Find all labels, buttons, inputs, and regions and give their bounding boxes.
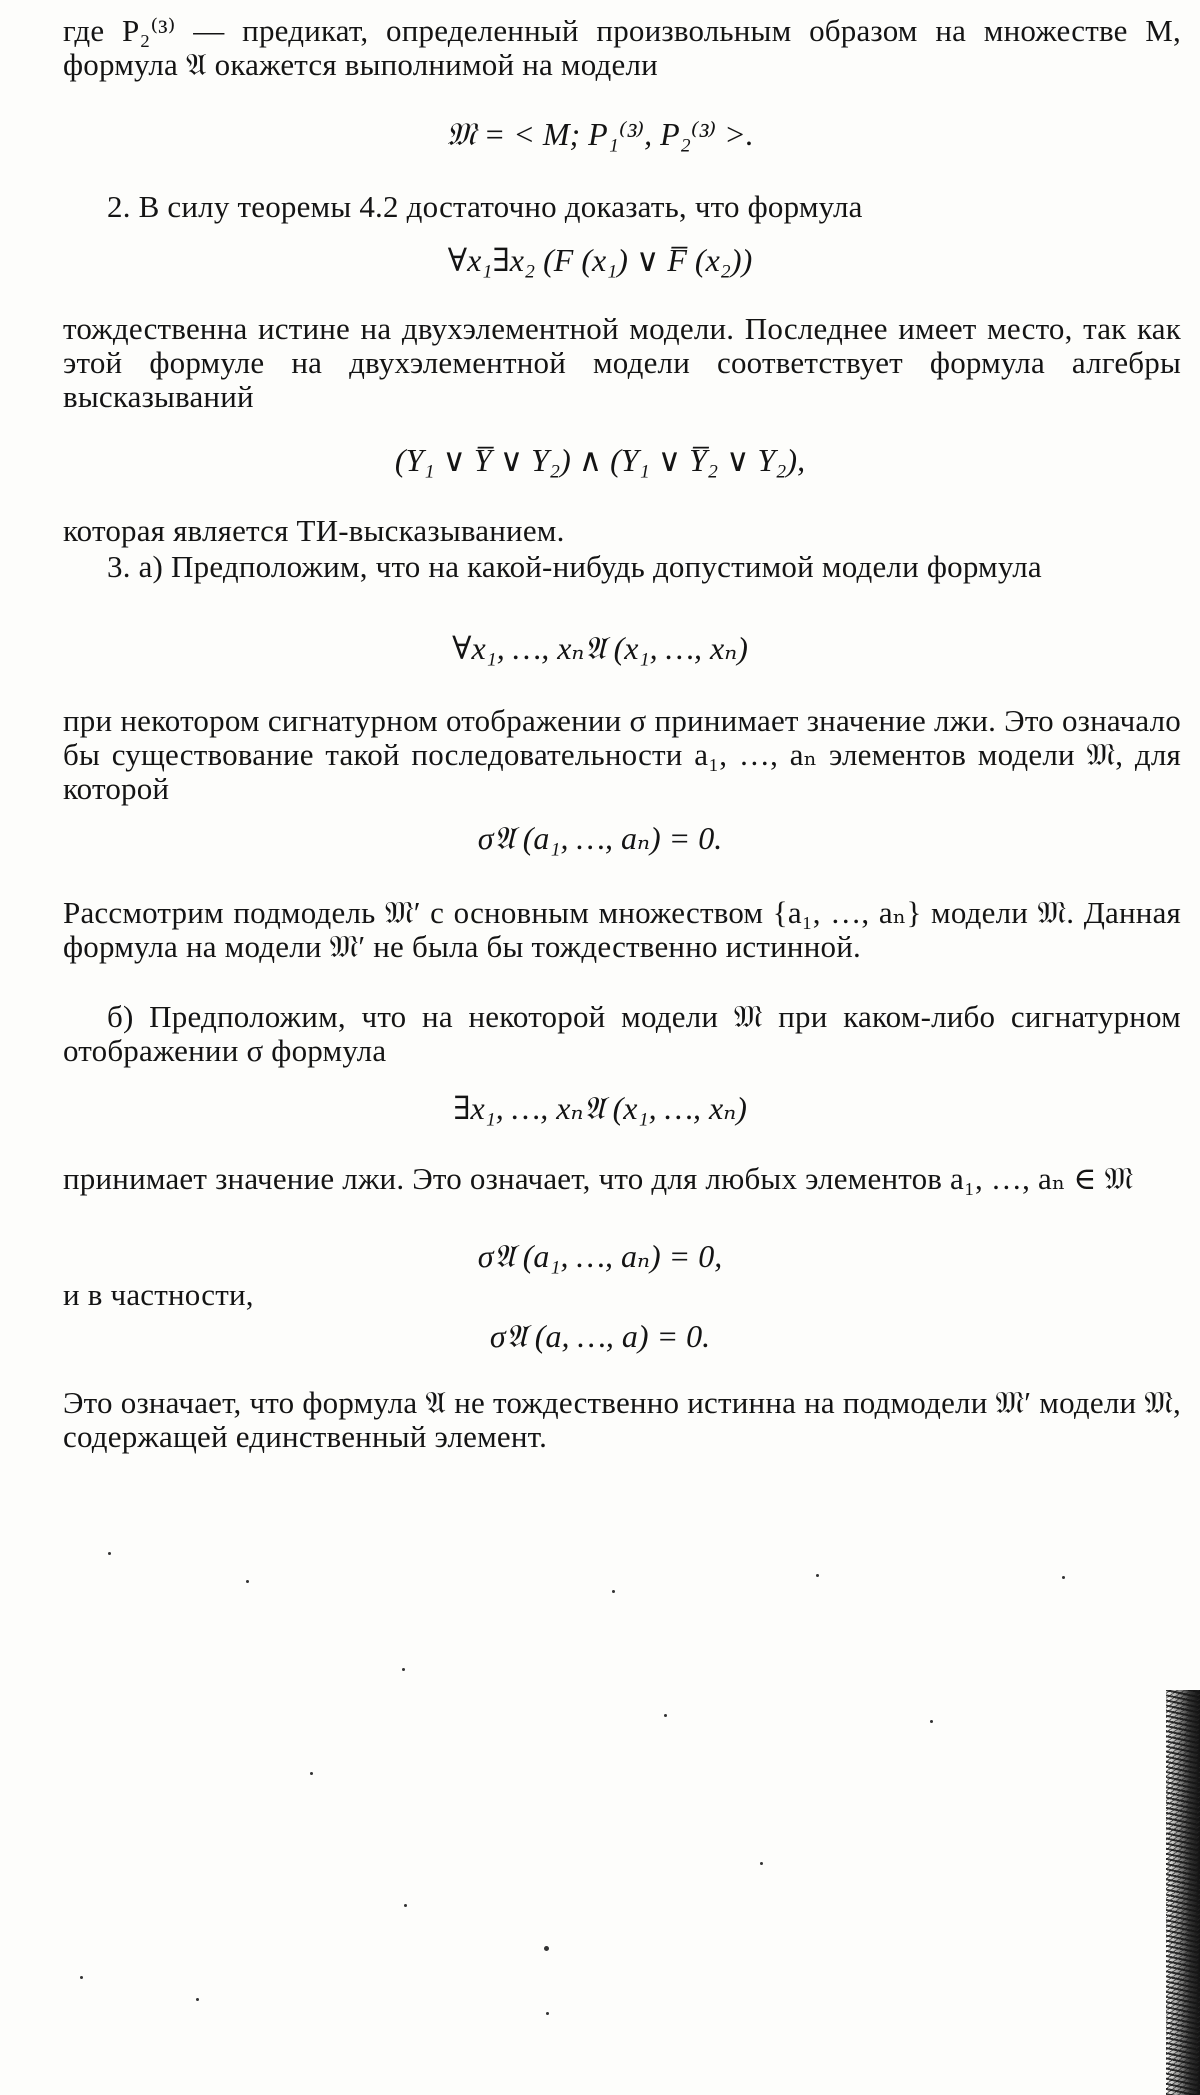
- scan-speck: [196, 1998, 199, 2001]
- scan-speck: [404, 1904, 407, 1907]
- scan-speck: [80, 1976, 83, 1979]
- paragraph-in-particular: и в частности,: [63, 1277, 254, 1312]
- scan-speck: [664, 1714, 667, 1717]
- formula-model-definition: 𝔐 = < M; P₁⁽³⁾, P₂⁽³⁾ >.: [446, 116, 754, 152]
- scan-speck: [816, 1574, 819, 1577]
- scan-speck: [310, 1772, 313, 1775]
- scan-speck: [760, 1862, 763, 1865]
- paragraph-submodel: Рассмотрим подмодель 𝔐′ с основным множеством {a₁, …, aₙ} модели 𝔐. Данная формула на модели 𝔐′ не была бы тождественно истинной.: [63, 895, 1181, 964]
- paragraph-ti-statement: которая является ТИ-высказыванием.: [63, 513, 565, 548]
- paragraph-predicate-definition: где P₂⁽³⁾ — предикат, определенный произвольным образом на множестве M, формула 𝔄 окажется выполнимой на модели: [63, 13, 1181, 82]
- scan-speck: [246, 1580, 249, 1583]
- scan-speck: [930, 1720, 933, 1723]
- paragraph-sequence-existence: при некотором сигнатурном отображении σ принимает значение лжи. Это означало бы существование такой последовательности a₁, …, aₙ элементов модели 𝔐, для которой: [63, 703, 1181, 806]
- paragraph-part-3a: 3. а) Предположим, что на какой-нибудь допустимой модели формула: [107, 549, 1042, 584]
- scan-speck: [612, 1590, 615, 1593]
- scan-speck: [1062, 1576, 1065, 1579]
- paragraph-theorem-reference: 2. В силу теоремы 4.2 достаточно доказать, что формула: [107, 189, 863, 224]
- paragraph-two-element-model: тождественна истине на двухэлементной модели. Последнее имеет место, так как этой формуле на двухэлементной модели соответствует формула алгебры высказываний: [63, 311, 1181, 414]
- scan-speck: [108, 1552, 111, 1555]
- scan-speck: [544, 1946, 549, 1951]
- formula-sigma-single: σ𝔄 (a, …, a) = 0.: [489, 1318, 711, 1354]
- formula-existential-closure: ∃x₁, …, xₙ𝔄 (x₁, …, xₙ): [453, 1090, 747, 1126]
- formula-sigma-false: σ𝔄 (a₁, …, aₙ) = 0.: [477, 820, 723, 856]
- scan-edge-shadow: [1166, 1690, 1200, 2095]
- scan-speck: [546, 2012, 549, 2015]
- formula-sigma-any: σ𝔄 (a₁, …, aₙ) = 0,: [477, 1238, 723, 1274]
- scan-speck: [402, 1668, 405, 1671]
- formula-quantified-disjunction: ∀x₁∃x₂ (F (x₁) ∨ F̅ (x₂)): [447, 242, 753, 278]
- formula-propositional-algebra: (Y₁ ∨ Y̅ ∨ Y₂) ∧ (Y₁ ∨ Y̅₂ ∨ Y₂),: [394, 442, 806, 478]
- paragraph-any-elements: принимает значение лжи. Это означает, что для любых элементов a₁, …, aₙ ∈ 𝔐: [63, 1161, 1134, 1196]
- formula-universal-closure: ∀x₁, …, xₙ𝔄 (x₁, …, xₙ): [452, 630, 748, 666]
- paragraph-part-3b: б) Предположим, что на некоторой модели 𝔐 при каком-либо сигнатурном отображении σ формула: [63, 999, 1181, 1068]
- paragraph-conclusion: Это означает, что формула 𝔄 не тождественно истинна на подмодели 𝔐′ модели 𝔐, содержащей единственный элемент.: [63, 1385, 1181, 1454]
